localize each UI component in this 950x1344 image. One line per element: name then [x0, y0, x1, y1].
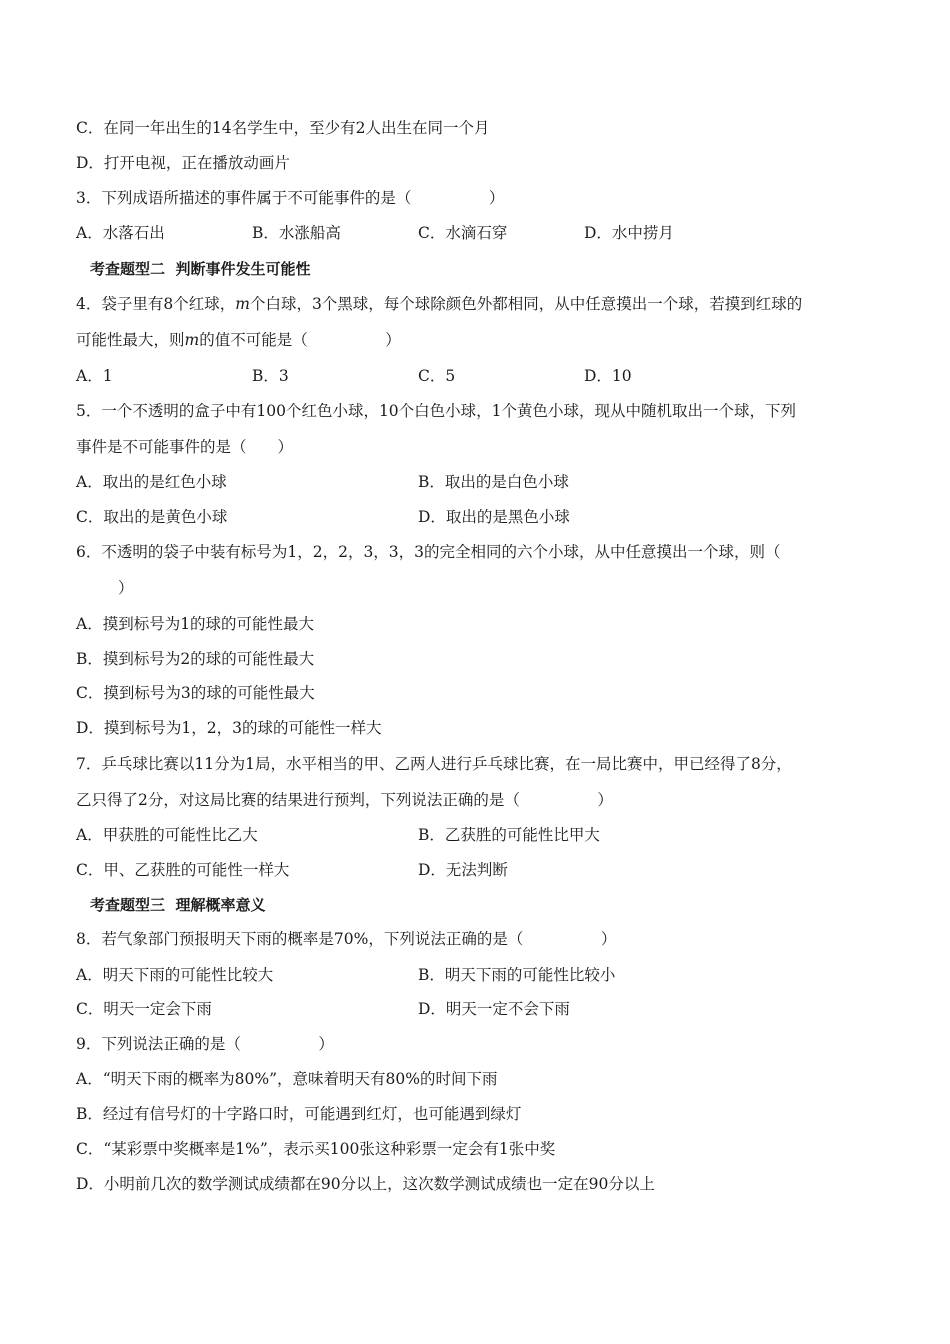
- q4-line2-pre: 可能性最大，则: [76, 331, 185, 349]
- q7-option-b: B．乙获胜的可能性比甲大: [418, 826, 600, 844]
- q7-option-d: D．无法判断: [418, 861, 508, 879]
- question-9: 9．下列说法正确的是（ ）: [76, 1035, 334, 1053]
- q4-line1-pre: 4．袋子里有8个红球，: [76, 295, 236, 313]
- q5-option-b: B．取出的是白色小球: [418, 473, 569, 491]
- q4-option-b: B．3: [252, 367, 289, 385]
- q7-option-a: A．甲获胜的可能性比乙大: [76, 826, 258, 844]
- q2-option-d: D．打开电视，正在播放动画片: [76, 154, 290, 172]
- q2-option-c: C．在同一年出生的14名学生中，至少有2人出生在同一个月: [76, 119, 490, 137]
- q4-option-c: C．5: [418, 367, 456, 385]
- question-5-line-1: 5．一个不透明的盒子中有100个红色小球，10个白色小球，1个黄色小球，现从中随机取出一个球，下列: [76, 402, 797, 420]
- q6-option-b: B．摸到标号为2的球的可能性最大: [76, 650, 315, 668]
- question-4-line-1: [76, 294, 802, 314]
- section-heading-3: 考查题型三 理解概率意义: [90, 896, 266, 914]
- q4-variable-m: m: [235, 295, 250, 313]
- q5-option-c: C．取出的是黄色小球: [76, 508, 228, 526]
- q6-option-a: A．摸到标号为1的球的可能性最大: [76, 615, 315, 633]
- q4-variable-m-2: m: [184, 331, 200, 349]
- question-3: 3．下列成语所描述的事件属于不可能事件的是（ ）: [76, 189, 505, 207]
- q9-option-d: D．小明前几次的数学测试成绩都在90分以上，这次数学测试成绩也一定在90分以上: [76, 1175, 655, 1193]
- q4-option-d: D．10: [584, 367, 632, 385]
- question-6-line-1: 6．不透明的袋子中装有标号为1，2，2，3，3，3的完全相同的六个小球，从中任意摸出一个球，则（: [76, 543, 781, 561]
- q9-option-a: A．“明天下雨的概率为80%”，意味着明天有80%的时间下雨: [76, 1070, 498, 1088]
- section-heading-2: 考查题型二 判断事件发生可能性: [90, 260, 311, 278]
- q7-option-c: C．甲、乙获胜的可能性一样大: [76, 861, 290, 879]
- question-8: 8．若气象部门预报明天下雨的概率是70%，下列说法正确的是（ ）: [76, 930, 617, 948]
- q5-option-a: A．取出的是红色小球: [76, 473, 227, 491]
- question-7-line-1: 7．乒乓球比赛以11分为1局，水平相当的甲、乙两人进行乒乓球比赛，在一局比赛中，甲已经得了8分，: [76, 755, 792, 773]
- q3-option-a: A．水落石出: [76, 224, 165, 242]
- question-4-line-2: [76, 330, 401, 350]
- question-5-line-2: 事件是不可能事件的是（ ）: [76, 438, 294, 456]
- q4-line1-post: 个白球，3个黑球，每个球除颜色外都相同，从中任意摸出一个球，若摸到红球的: [249, 295, 803, 313]
- q6-option-c: C．摸到标号为3的球的可能性最大: [76, 684, 315, 702]
- q4-option-a: A．1: [76, 367, 113, 385]
- q9-option-b: B．经过有信号灯的十字路口时，可能遇到红灯，也可能遇到绿灯: [76, 1105, 522, 1123]
- q6-option-d: D．摸到标号为1，2，3的球的可能性一样大: [76, 719, 382, 737]
- q3-option-b: B．水涨船高: [252, 224, 341, 242]
- q8-option-a: A．明天下雨的可能性比较大: [76, 966, 274, 984]
- q9-option-c: C．“某彩票中奖概率是1%”，表示买100张这种彩票一定会有1张中奖: [76, 1140, 556, 1158]
- q8-option-d: D．明天一定不会下雨: [418, 1000, 570, 1018]
- question-7-line-2: 乙只得了2分，对这局比赛的结果进行预判，下列说法正确的是（ ）: [76, 791, 613, 809]
- q8-option-c: C．明天一定会下雨: [76, 1000, 212, 1018]
- q4-line2-post: 的值不可能是（ ）: [199, 331, 401, 349]
- q5-option-d: D．取出的是黑色小球: [418, 508, 570, 526]
- question-6-line-2: ）: [118, 579, 134, 597]
- q3-option-d: D．水中捞月: [584, 224, 674, 242]
- q3-option-c: C．水滴石穿: [418, 224, 508, 242]
- q8-option-b: B．明天下雨的可能性比较小: [418, 966, 616, 984]
